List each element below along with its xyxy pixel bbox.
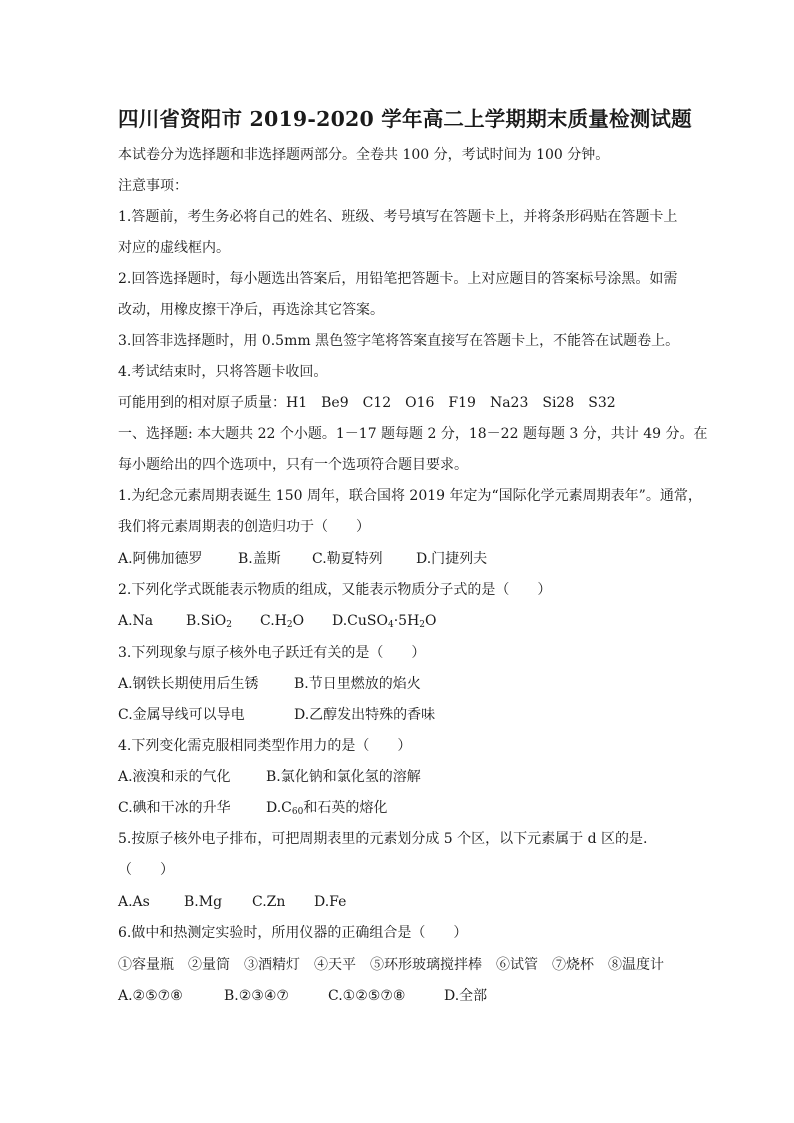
- question-6-items: ①容量瓶 ②量筒 ③酒精灯 ④天平 ⑤环形玻璃搅拌棒 ⑥试管 ⑦烧杯 ⑧温度计: [118, 957, 664, 973]
- note-line: 2.回答选择题时，每小题选出答案后，用铅笔把答题卡。上对应题目的答案标号涂黑。如需: [118, 271, 678, 287]
- formula-text: C.H: [260, 613, 287, 629]
- option-c: C.勒夏特列: [312, 551, 383, 567]
- option-b: B.氯化钠和氯化氢的溶解: [266, 769, 421, 785]
- formula-text: O: [292, 613, 305, 629]
- option-a: A.As: [118, 894, 150, 910]
- option-b: [186, 611, 232, 631]
- question-5-stem: 5.按原子核外电子排布，可把周期表里的元素划分成 5 个区，以下元素属于 d 区的是.: [118, 831, 648, 847]
- note-line: 改动，用橡皮擦干净后，再选涂其它答案。: [118, 302, 384, 318]
- section-heading: 每小题给出的四个选项中，只有一个选项符合题目要求。: [118, 457, 468, 473]
- question-2-stem: 2.下列化学式既能表示物质的组成，又能表示物质分子式的是（ ）: [118, 582, 552, 598]
- formula-text: D.C: [266, 800, 292, 816]
- option-b: B.节日里燃放的焰火: [294, 676, 421, 692]
- formula-text: B.SiO: [186, 613, 227, 629]
- formula-text: ·5H: [393, 613, 420, 629]
- question-4-stem: 4.下列变化需克服相同类型作用力的是（ ）: [118, 738, 412, 754]
- option-c: C.金属导线可以导电: [118, 707, 245, 723]
- option-d: D.门捷列夫: [416, 551, 488, 567]
- formula-text: 和石英的熔化: [303, 800, 388, 816]
- exam-title: 四川省资阳市 2019-2020 学年高二上学期期末质量检测试题: [118, 107, 692, 131]
- option-a: A.阿佛加德罗: [118, 551, 203, 567]
- option-b: B.Mg: [184, 894, 223, 910]
- note-line: 3.回答非选择题时，用 0.5mm 黑色签字笔将答案直接写在答题卡上，不能答在试题卷上。: [118, 333, 680, 349]
- option-d: [332, 611, 437, 631]
- notes-heading: 注意事项：: [118, 178, 188, 194]
- formula-subscript: 60: [291, 807, 304, 817]
- section-heading: 一、选择题: 本大题共 22 个小题。1－17 题每题 2 分，18－22 题每题 3 分，共计 49 分。在: [118, 426, 708, 442]
- question-3-stem: 3.下列现象与原子核外电子跃迁有关的是（ ）: [118, 645, 426, 661]
- formula-subscript: 2: [226, 620, 233, 630]
- option-d: D.乙醇发出特殊的香味: [294, 707, 436, 723]
- formula-subscript: 2: [419, 620, 426, 630]
- option-a: A.Na: [118, 613, 154, 629]
- formula-text: O: [425, 613, 437, 629]
- option-a: A.钢铁长期使用后生锈: [118, 676, 259, 692]
- note-line: 4.考试结束时，只将答题卡收回。: [118, 364, 328, 380]
- question-1-stem: 我们将元素周期表的创造归功于（ ）: [118, 519, 370, 535]
- option-d: D.Fe: [314, 894, 347, 910]
- option-b: B.盖斯: [238, 551, 281, 567]
- atomic-masses: 可能用到的相对原子质量：H1 Be9 C12 O16 F19 Na23 Si28 S32: [118, 395, 616, 411]
- option-b: B.②③④⑦: [224, 988, 289, 1004]
- option-a: A.液溴和汞的气化: [118, 769, 231, 785]
- question-1-stem: 1.为纪念元素周期表诞生 150 周年，联合国将 2019 年定为“国际化学元素周期表年”。通常，: [118, 488, 702, 504]
- option-a: A.②⑤⑦⑧: [118, 988, 183, 1004]
- option-d: D.全部: [444, 988, 488, 1004]
- option-c: C.碘和干冰的升华: [118, 800, 231, 816]
- formula-subscript: 4: [387, 620, 394, 630]
- option-c: C.①②⑤⑦⑧: [328, 988, 406, 1004]
- option-c: [260, 611, 304, 631]
- formula-subscript: 2: [286, 620, 293, 630]
- formula-text: D.CuSO: [332, 613, 388, 629]
- note-line: 1.答题前，考生务必将自己的姓名、班级、考号填写在答题卡上，并将条形码贴在答题卡上: [118, 209, 678, 225]
- option-c: C.Zn: [252, 894, 286, 910]
- note-line: 对应的虚线框内。: [118, 240, 230, 256]
- question-6-stem: 6.做中和热测定实验时，所用仪器的正确组合是（ ）: [118, 925, 468, 941]
- option-d: [266, 798, 387, 818]
- intro-text: 本试卷分为选择题和非选择题两部分。全卷共 100 分，考试时间为 100 分钟。: [118, 147, 610, 163]
- question-5-stem: （ ）: [118, 862, 174, 878]
